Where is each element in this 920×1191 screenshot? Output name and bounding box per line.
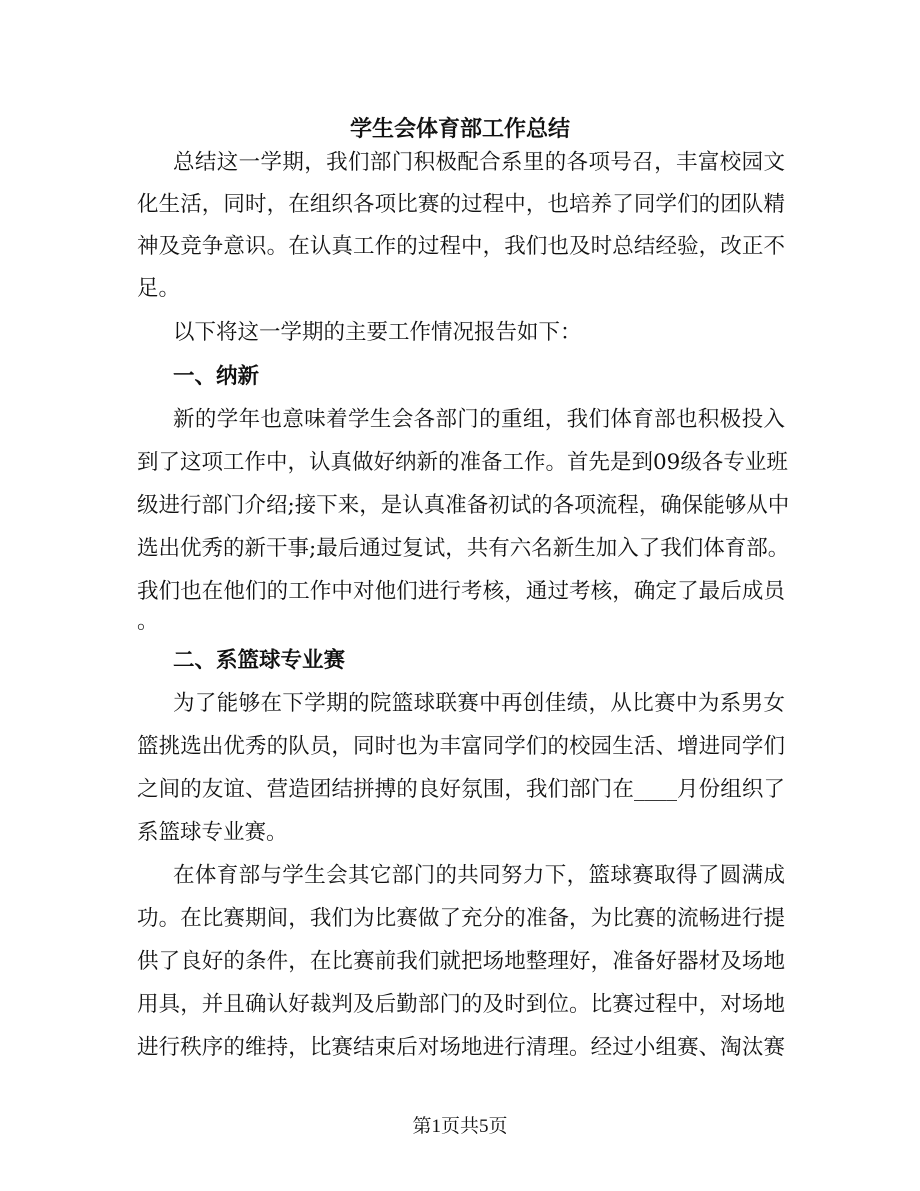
section-heading: 一、纳新 [173, 364, 260, 389]
page-number: 第1页共5页 [412, 1116, 508, 1137]
paragraph-line: 篮挑选出优秀的队员，同时也为丰富同学们的校园生活、增进同学们 [137, 734, 785, 759]
paragraph-line: 新的学年也意味着学生会各部门的重组，我们体育部也积极投入 [173, 407, 785, 432]
paragraph-line: 足。 [137, 276, 181, 301]
paragraph-line: 为了能够在下学期的院篮球联赛中再创佳绩，从比赛中为系男女 [173, 691, 785, 716]
section-heading: 二、系篮球专业赛 [173, 648, 346, 673]
paragraph-line: 神及竞争意识。在认真工作的过程中，我们也及时总结经验，改正不 [137, 234, 785, 259]
paragraph-line: 我们也在他们的工作中对他们进行考核，通过考核，确定了最后成员 [137, 579, 785, 604]
paragraph-line: 进行秩序的维持，比赛结束后对场地进行清理。经过小组赛、淘汰赛 [137, 1035, 785, 1060]
paragraph-line: 之间的友谊、营造团结拼搏的良好氛围，我们部门在____月份组织了 [137, 777, 785, 802]
paragraph-line: 供了良好的条件，在比赛前我们就把场地整理好，准备好器材及场地 [137, 949, 785, 974]
paragraph-line: 。 [137, 609, 159, 634]
document-title: 学生会体育部工作总结 [349, 116, 570, 142]
paragraph-line: 到了这项工作中，认真做好纳新的准备工作。首先是到09级各专业班 [137, 450, 788, 475]
paragraph-line: 化生活，同时，在组织各项比赛的过程中，也培养了同学们的团队精 [137, 192, 785, 217]
paragraph-line: 用具，并且确认好裁判及后勤部门的及时到位。比赛过程中，对场地 [137, 992, 785, 1017]
paragraph-line: 级进行部门介绍;接下来，是认真准备初试的各项流程，确保能够从中 [137, 493, 790, 518]
paragraph-line: 以下将这一学期的主要工作情况报告如下： [173, 320, 582, 345]
paragraph-line: 在体育部与学生会其它部门的共同努力下，篮球赛取得了圆满成 [173, 863, 785, 888]
paragraph-line: 系篮球专业赛。 [137, 820, 288, 845]
paragraph-line: 总结这一学期，我们部门积极配合系里的各项号召，丰富校园文 [173, 150, 785, 175]
paragraph-line: 选出优秀的新干事;最后通过复试，共有六名新生加入了我们体育部。 [137, 536, 790, 561]
paragraph-line: 功。在比赛期间，我们为比赛做了充分的准备，为比赛的流畅进行提 [137, 906, 785, 931]
